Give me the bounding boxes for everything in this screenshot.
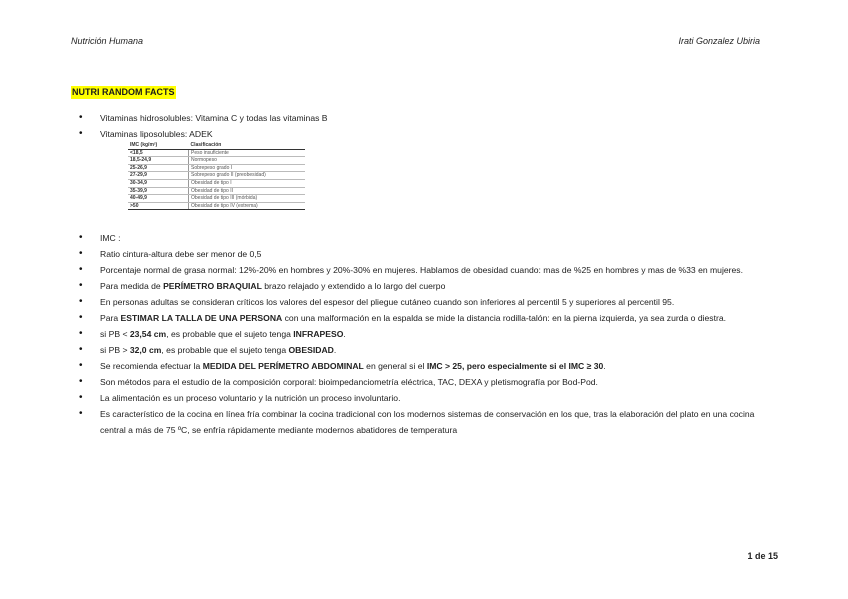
- list-item: [71, 342, 781, 358]
- table-row: [128, 157, 305, 165]
- imc-range: <18,5: [128, 149, 189, 157]
- text-span: Para: [100, 313, 121, 323]
- table-row: [128, 149, 305, 157]
- list-item: • IMC :: [71, 230, 781, 246]
- text-span: Para medida de: [100, 281, 164, 291]
- list-item: • En personas adultas se consideran críticos los valores del espesor del pliegue cutáneo cuando son inferiores al percentil 5 y superiores al percentil 95.: [71, 294, 781, 310]
- text-span: , es probable que el sujeto tenga: [166, 329, 294, 339]
- imc-range: >50: [128, 202, 189, 210]
- imc-table-container: [71, 142, 781, 230]
- list-item: • Vitaminas liposolubles: ADEK: [71, 126, 781, 142]
- bold-term: IMC > 25, pero especialmente si el IMC ≥ 30: [426, 361, 604, 371]
- bold-term: ESTIMAR LA TALLA DE UNA PERSONA: [120, 313, 283, 323]
- text-span: .: [603, 361, 606, 371]
- imc-class: Peso insuficiente: [189, 149, 306, 157]
- table-row: [128, 187, 305, 195]
- imc-range: 35-39,9: [128, 187, 189, 195]
- imc-table: [128, 142, 305, 210]
- table-row: [128, 202, 305, 210]
- imc-range: 18,5-24,9: [128, 157, 189, 165]
- list-item: • Es característico de la cocina en línea fría combinar la cocina tradicional con los modernos sistemas de conservación en los que, tras la elaboración del plato en una cocina central a más de 75 ºC, se enfría rápidamente mediante modernos abatidores de temperatura: [71, 406, 781, 438]
- table-row: [128, 172, 305, 180]
- header-left: Nutrición Humana: [71, 36, 144, 46]
- header-right: Irati Gonzalez Ubiria: [678, 36, 760, 46]
- text-span: si PB <: [100, 329, 130, 339]
- imc-class: Obesidad de tipo III (mórbida): [189, 195, 306, 203]
- text-span: , es probable que el sujeto tenga: [161, 345, 289, 355]
- imc-range: 40-49,9: [128, 195, 189, 203]
- list-item: • Porcentaje normal de grasa normal: 12%-20% en hombres y 20%-30% en mujeres. Hablamos de obesidad cuando: mas de %25 en hombres y mas de %33 en mujeres.: [71, 262, 781, 278]
- imc-class: Obesidad de tipo II: [189, 187, 306, 195]
- list-item: • La alimentación es un proceso voluntario y la nutrición un proceso involuntario.: [71, 390, 781, 406]
- imc-class: Obesidad de tipo IV (extrema): [189, 202, 306, 210]
- bold-term: 32,0 cm: [129, 345, 162, 355]
- imc-range: 30-34,9: [128, 179, 189, 187]
- text-span: si PB >: [100, 345, 130, 355]
- bold-term: OBESIDAD: [288, 345, 334, 355]
- imc-class: Sobrepeso grado I: [189, 164, 306, 172]
- bold-term: MEDIDA DEL PERÍMETRO ABDOMINAL: [202, 361, 364, 371]
- list-item: • Vitaminas hidrosolubles: Vitamina C y todas las vitaminas B: [71, 110, 781, 126]
- imc-range: 27-29,9: [128, 172, 189, 180]
- table-row: [128, 164, 305, 172]
- text-span: .: [343, 329, 346, 339]
- list-item: [71, 326, 781, 342]
- section-title: NUTRI RANDOM FACTS: [72, 87, 175, 97]
- bold-term: INFRAPESO: [293, 329, 344, 339]
- imc-range: 25-26,9: [128, 164, 189, 172]
- text-span: en general si el: [363, 361, 427, 371]
- bold-term: 23,54 cm: [129, 329, 167, 339]
- text-span: con una malformación en la espalda se mide la distancia rodilla-talón: en la pierna izquierda, ya sea zurda o diestra.: [282, 313, 727, 323]
- imc-class: Normopeso: [189, 157, 306, 165]
- page-number: 1 de 15: [747, 551, 778, 561]
- bold-term: PERÍMETRO BRAQUIAL: [163, 281, 262, 291]
- table-row: [128, 179, 305, 187]
- facts-list: [71, 110, 781, 438]
- imc-class: Obesidad de tipo I: [189, 179, 306, 187]
- list-item: [71, 278, 781, 294]
- classification-col-header: Clasificación: [189, 142, 306, 149]
- imc-col-header: IMC (kg/m²): [128, 142, 189, 149]
- list-item: [71, 358, 781, 374]
- table-row: [128, 195, 305, 203]
- list-item: • Ratio cintura-altura debe ser menor de 0,5: [71, 246, 781, 262]
- imc-class: Sobrepeso grado II (preobesidad): [189, 172, 306, 180]
- list-item: [71, 310, 781, 326]
- text-span: Se recomienda efectuar la: [100, 361, 203, 371]
- list-item: • Son métodos para el estudio de la composición corporal: bioimpedanciometría eléctrica, TAC, DEXA y pletismografía por Bod-Pod.: [71, 374, 781, 390]
- text-span: brazo relajado y extendido a lo largo del cuerpo: [261, 281, 446, 291]
- text-span: .: [333, 345, 337, 355]
